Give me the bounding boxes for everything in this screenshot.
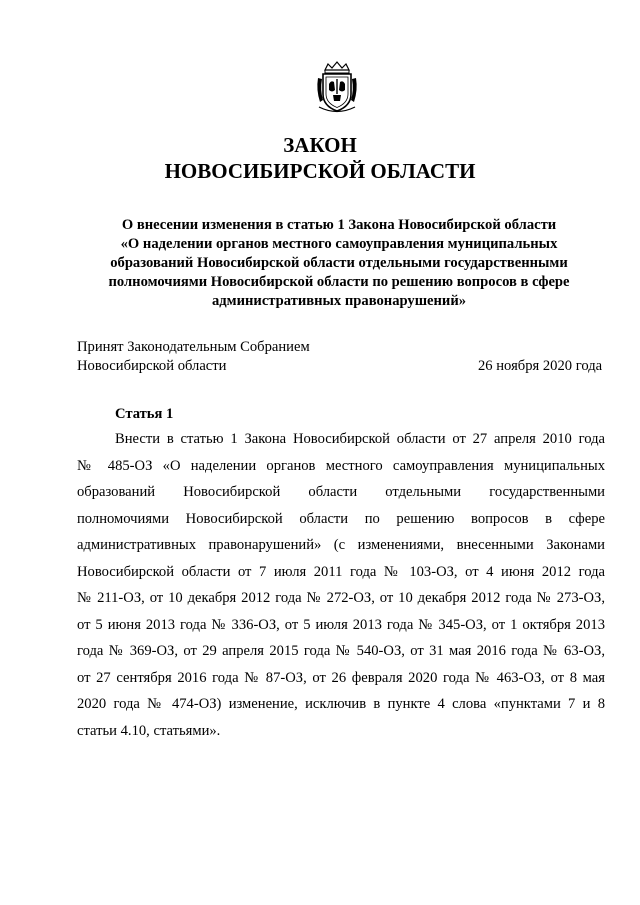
article-line: 2020 года № 474-ОЗ) изменение, исключив в пункте 4 слова «пунктами 7 и 8	[77, 696, 605, 712]
subject-line: полномочиями Новосибирской области по решению вопросов в сфере	[108, 274, 570, 290]
article-body	[77, 430, 605, 748]
article-line: Внести в статью 1 Закона Новосибирской области от 27 апреля 2010 года	[115, 431, 605, 447]
article-line: административных правонарушений» (с изменениями, внесенными Законами	[77, 537, 605, 553]
article-line: от 27 сентября 2016 года № 87-ОЗ, от 26 февраля 2020 года № 463-ОЗ, от 8 мая	[77, 669, 605, 686]
article-line: полномочиями Новосибирской области по решению вопросов в сфере	[77, 510, 605, 527]
article-line: года № 369-ОЗ, от 29 апреля 2015 года № 540-ОЗ, от 31 мая 2016 года № 63-ОЗ,	[77, 643, 605, 659]
adoption-line: Новосибирской области	[77, 358, 227, 374]
adoption-date: 26 ноября 2020 года	[478, 358, 603, 374]
novosibirsk-coat-of-arms-icon	[315, 60, 359, 114]
article-line: № 485-ОЗ «О наделении органов местного самоуправления муниципальных	[77, 457, 605, 474]
subject-line: административных правонарушений»	[211, 293, 467, 309]
adoption-line: Принят Законодательным Собранием	[77, 339, 310, 355]
region-title: НОВОСИБИРСКОЙ ОБЛАСТИ	[164, 159, 476, 183]
subject-line: О внесении изменения в статью 1 Закона Новосибирской области	[121, 217, 557, 233]
law-subject	[96, 216, 582, 311]
article-line: Новосибирской области от 7 июля 2011 года № 103-ОЗ, от 4 июня 2012 года	[77, 563, 605, 580]
adoption-body	[77, 338, 310, 376]
article-title: Статья 1	[115, 406, 174, 422]
subject-line: «О наделении органов местного самоуправления муниципальных	[120, 236, 558, 252]
article-line: образований Новосибирской области отдельными государственными	[77, 484, 605, 500]
subject-line: образований Новосибирской области отдельными государственными	[110, 255, 568, 271]
article-line: № 211-ОЗ, от 10 декабря 2012 года № 272-ОЗ, от 10 декабря 2012 года № 273-ОЗ,	[77, 590, 605, 606]
article-line: статьи 4.10, статьями».	[77, 722, 221, 739]
law-title: ЗАКОН	[283, 133, 357, 157]
article-line: от 5 июня 2013 года № 336-ОЗ, от 5 июля 2013 года № 345-ОЗ, от 1 октября 2013	[77, 616, 605, 633]
